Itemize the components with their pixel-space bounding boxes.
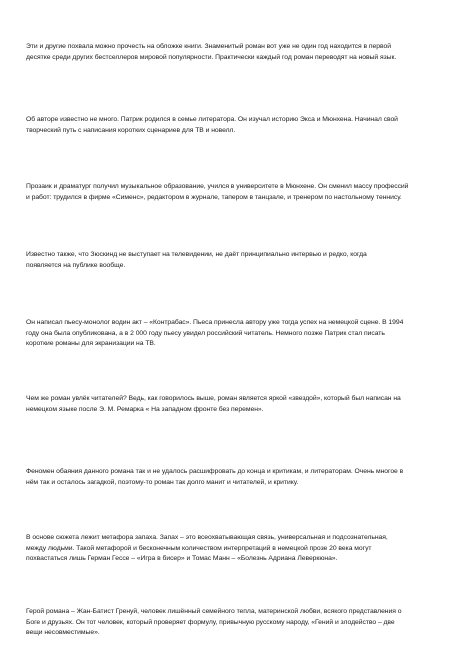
paragraph-9: Герой романа – Жан-Батист Гренуй, человек лишённый семейного тепла, материнской любви, всякого представления о Боге и друзьях. Он тот человек, который проверяет формулу, привычную русскому народу, «Гений и злодейство – две вещи несовместимые». bbox=[26, 608, 402, 637]
paragraph-7: Феномен обаяния данного романа так и не удалось расшифровать до конца и критикам, и литераторам. Очень многое в нём так и осталось загадкой, поэтому-то роман так долго манит и читателей, и критику. bbox=[26, 468, 404, 486]
paragraph-5: Он написал пьесу-монолог водин акт – «Контрабас». Пьеса принесла автору уже тогда успех на немецкой сцене. В 1994 году она была опубликована, а в 2 000 году пьесу увидел российский читатель. Немного позже Патрик стал писать короткие романы для экранизации на ТВ. bbox=[26, 319, 404, 348]
paragraph-3: Прозаик и драматург получил музыкальное образование, учился в университете в Мюнхене. Он сменил массу профессий и работ: трудился в фирме «Сименс», редактором в журнале, тапером в танцзале, и тренером по настольному теннису. bbox=[26, 183, 409, 201]
paragraph-2: Об авторе известно не много. Патрик родился в семье литератора. Он изучал историю Экса и Мюнхена. Начинал свой творческий путь с написания коротких сценариев для ТВ и новелл. bbox=[26, 116, 398, 134]
paragraph-6: Чем же роман увлёк читателей? Ведь, как говорилось выше, роман является яркой «звездой», который был написан на немецком языке после Э. М. Ремарка « На западном фронте без перемен». bbox=[26, 395, 401, 413]
paragraph-4: Известно также, что Зюскинд не выступает на телевидении, не даёт принципиально интервью и редко, когда появляется на публике вообще. bbox=[26, 251, 367, 269]
paragraph-8: В основе сюжета лежит метафора запаха. Запах – это всеохватывающая связь, универсальная и подсознательная, между людьми. Такой метафорой и бесконечным количеством интерпретаций в немецкой прозе 20 века могут похвастаться лишь Герман Гессе – «Игра в бисер» и Томас Манн – «Болезнь Адриана Леверкюна». bbox=[26, 534, 388, 563]
paragraph-1: Эти и другие похвала можно прочесть на обложке книги. Знаменитый роман вот уже не один год находится в первой десятке среди других бестселлеров мировой популярности. Практически каждый год роман переводят на новый язык. bbox=[26, 43, 397, 61]
